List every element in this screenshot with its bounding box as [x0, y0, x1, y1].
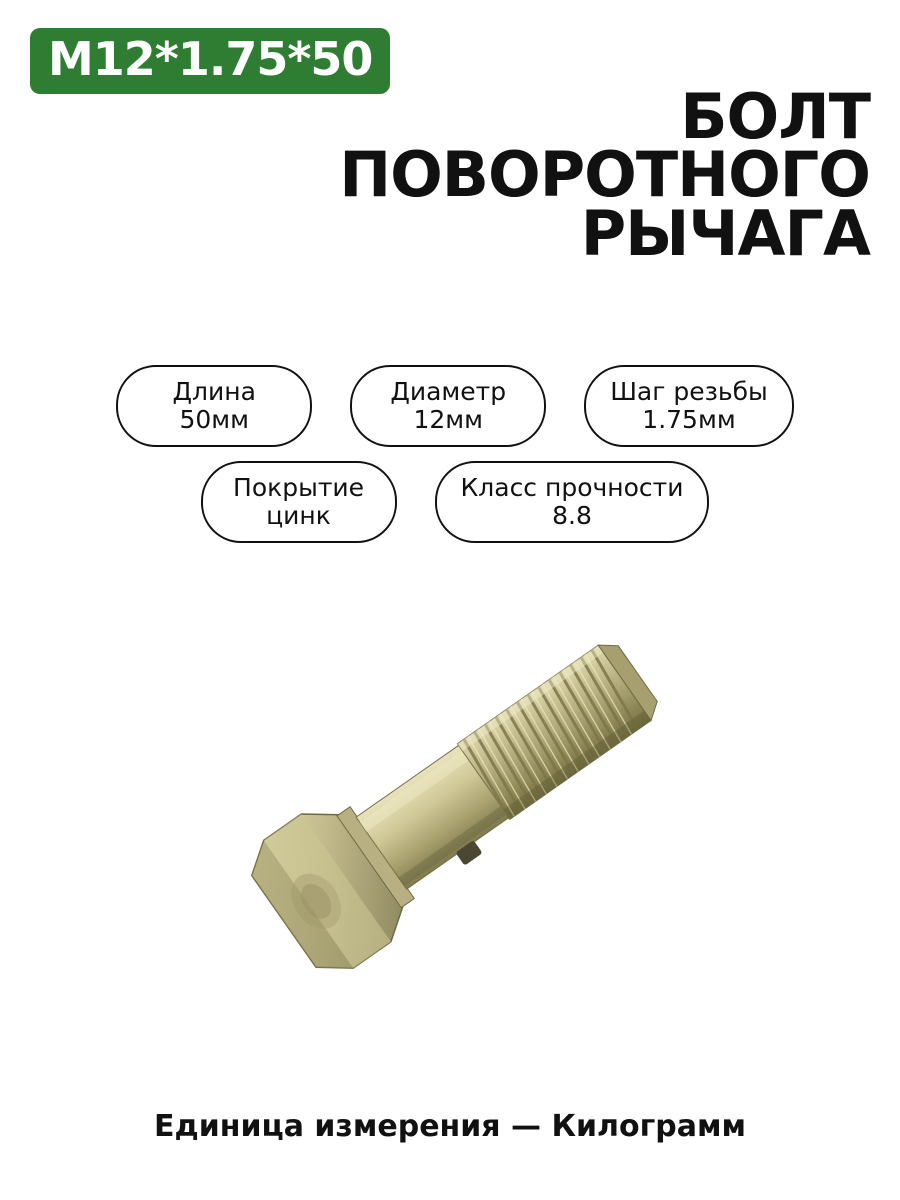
spec-label: Длина [172, 377, 256, 406]
spec-label: Класс прочности [460, 473, 684, 502]
bolt-body [239, 610, 682, 986]
spec-list [40, 365, 870, 557]
spec-value: цинк [266, 501, 331, 530]
product-image [0, 600, 900, 1040]
size-badge: M12*1.75*50 [30, 28, 390, 94]
page-title-line-3: РЫЧАГА [580, 196, 870, 270]
spec-pill-strength-class [435, 461, 710, 543]
page-title [30, 80, 870, 270]
spec-label: Шаг резьбы [610, 377, 768, 406]
bolt-illustration [130, 600, 770, 1020]
page-title-line-1: БОЛТ [680, 80, 870, 153]
footer [0, 1109, 900, 1144]
spec-pill-length [116, 365, 312, 447]
spec-value: 12мм [413, 405, 483, 434]
spec-value: 50мм [179, 405, 249, 434]
spec-label: Покрытие [233, 473, 365, 502]
page-title-line-2: ПОВОРОТНОГО [339, 138, 870, 212]
unit-of-measure-text: Единица измерения — Килограмм [153, 1109, 747, 1144]
spec-label: Диаметр [390, 377, 507, 406]
spec-pill-coating [201, 461, 397, 543]
spec-row [40, 365, 870, 447]
spec-pill-thread-pitch [584, 365, 794, 447]
spec-row [40, 461, 870, 543]
spec-value: 8.8 [552, 501, 592, 530]
spec-pill-diameter [350, 365, 546, 447]
spec-value: 1.75мм [642, 405, 736, 434]
header [30, 28, 870, 270]
